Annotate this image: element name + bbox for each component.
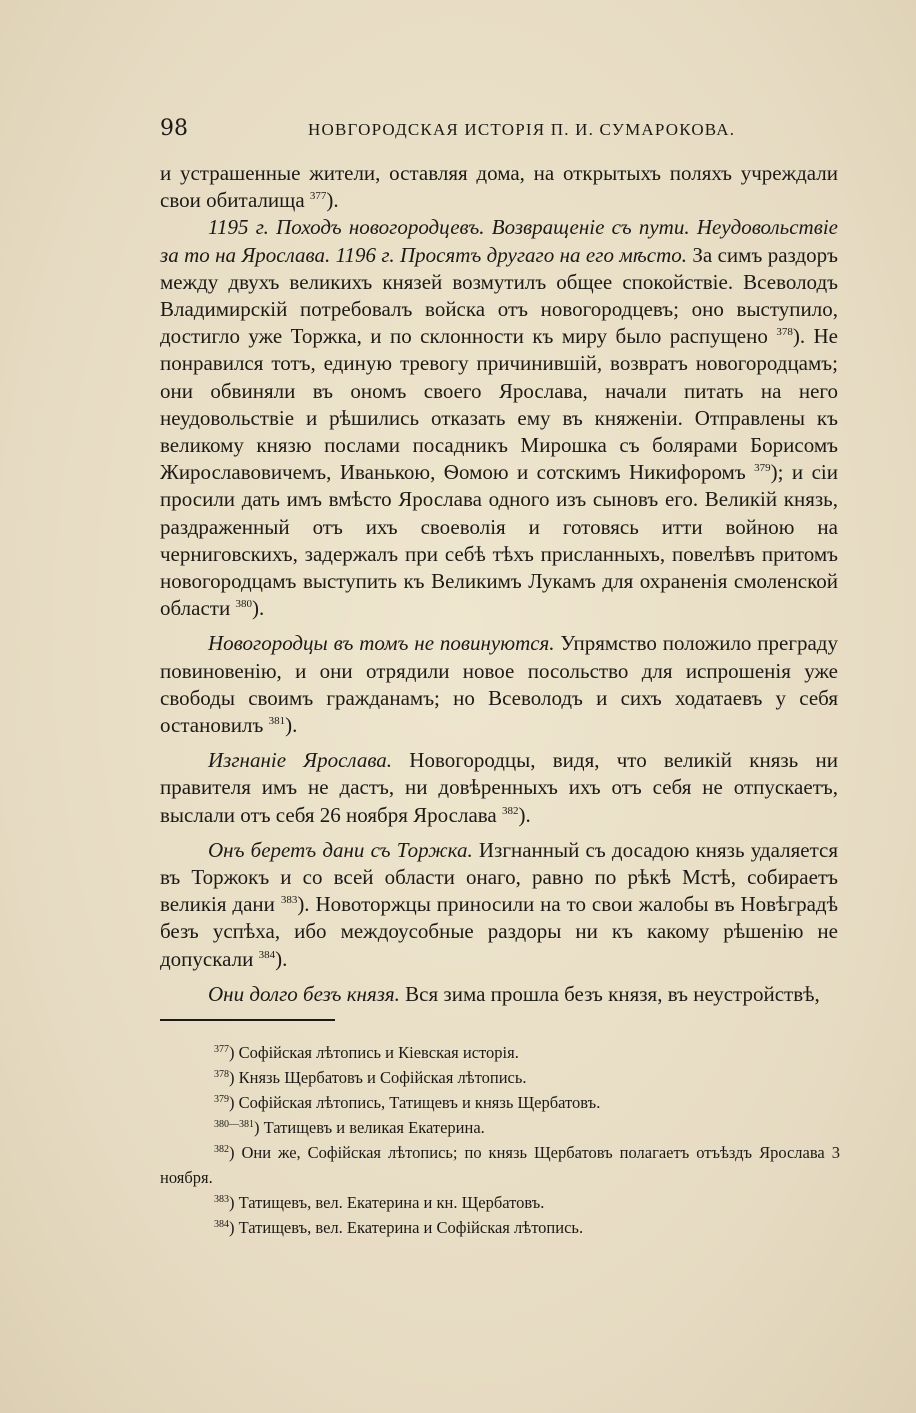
paragraph-text: ). Не понравился тотъ, единую тревогу причинившій, возвратъ новогородцамъ; они обвиняли въ ономъ своего Ярослава, начали питать на него неудовольствіе и рѣшились отказать ему въ княженіи. Отправлены къ великому князю послами посадникъ Мирошка съ болярами Борисомъ Жирославовичемъ, Иванькою, Ѳомою и сотскимъ Никифоромъ [160, 324, 839, 485]
footnote-ref[interactable]: 382 [501, 804, 519, 817]
footnote-ref[interactable]: 380 [235, 598, 252, 611]
paragraph-text: ). [275, 946, 288, 971]
footnote-ref[interactable]: 379 [754, 462, 771, 475]
footnote-ref[interactable]: 384 [258, 948, 276, 961]
footnote-text: ) Они же, Софійская лѣтопись; по князь Щербатовъ полагаетъ отъѣздъ Ярослава 3 ноября. [160, 1143, 840, 1187]
running-title: НОВГОРОДСКАЯ ИСТОРІЯ П. И. СУМАРОКОВА. [308, 120, 736, 139]
footnote [160, 1215, 840, 1240]
footnote-text: ) Князь Щербатовъ и Софійская лѣтопись. [229, 1068, 527, 1087]
footnote [160, 1115, 840, 1140]
page-header [160, 116, 838, 146]
footnote-number: 379 [214, 1094, 229, 1105]
page-number: 98 [160, 116, 188, 141]
section-heading: Новогородцы въ томъ не повинуются. [208, 631, 555, 656]
footnote [160, 1065, 840, 1090]
footnotes [160, 1040, 840, 1240]
paragraph-text: Изгнанный съ досадою князь удаляется въ Торжокъ и со всей области онаго, равно по рѣкѣ Мстѣ, собираетъ великія дани [160, 837, 838, 917]
paragraph [160, 747, 838, 829]
footnote-text: ) Татищевъ и великая Екатерина. [254, 1118, 485, 1137]
footnote [160, 1090, 840, 1115]
paragraph [160, 214, 838, 622]
footnote-ref[interactable]: 378 [776, 326, 793, 339]
paragraph-text: Упрямство положило преграду повиновенію, и они отрядили новое посольство для испрошенія уже свободы своимъ гражданамъ; но Всеволодъ и сихъ ходатаевъ у себя остановилъ [160, 631, 838, 738]
paragraph [160, 981, 838, 1008]
footnote-text: ) Татищевъ, вел. Екатерина и кн. Щербатовъ. [229, 1193, 545, 1212]
section-heading: 1195 г. Походъ новогородцевъ. Возвращеніе съ пути. Неудовольствіе за то на Ярослава. 1196 г. Просятъ другаго на его мѣсто. [160, 215, 838, 267]
footnote-number: 377 [214, 1044, 229, 1055]
footnote-text: ) Татищевъ, вел. Екатерина и Софійская лѣтопись. [229, 1218, 584, 1237]
section-heading: Они долго безъ князя. [208, 981, 400, 1006]
main-text [160, 160, 838, 1008]
footnote-ref[interactable]: 377 [309, 190, 327, 203]
footnote-divider [160, 1019, 335, 1021]
paragraph-text: За симъ раздоръ между двухъ великихъ князей возмутилъ общее спокойствіе. Всеволодъ Владимирскій потребовалъ войска отъ новогородцевъ; оно выступило, достигло уже Торжка, и по склонности къ миру было распущено [160, 242, 838, 349]
paragraph-text: ). [518, 802, 531, 827]
footnote-number: 384 [214, 1219, 229, 1230]
paragraph-text: ). [326, 188, 339, 213]
section-heading: Онъ беретъ дани съ Торжка. [208, 837, 473, 862]
paragraph-text: и устрашенные жители, оставляя дома, на открытыхъ поляхъ учреждали свои обиталища [160, 161, 838, 213]
paragraph [160, 630, 838, 739]
footnote-ref[interactable]: 383 [280, 894, 298, 907]
paragraph-text: ). [285, 713, 298, 738]
footnote [160, 1040, 840, 1065]
footnote-number: 380—381 [214, 1119, 254, 1130]
footnote-ref[interactable]: 381 [268, 715, 286, 728]
footnote-number: 378 [214, 1069, 229, 1080]
section-heading: Изгнаніе Ярослава. [208, 748, 393, 773]
paragraph-text: Новогородцы, видя, что великій князь ни правителя имъ не дастъ, ни довѣренныхъ ихъ отъ себя не отпускаетъ, выслали отъ себя 26 ноября Ярослава [160, 748, 838, 827]
footnote-number: 382 [214, 1144, 229, 1155]
paragraph-text: ); и сіи просили дать имъ вмѣсто Ярослава одного изъ сыновъ его. Великій князь, раздраженный отъ ихъ своеволія и готовясь итти войною на черниговскихъ, задержалъ при себѣ тѣхъ присланныхъ, повелѣвъ притомъ новогородцамъ выступить къ Великимъ Лукамъ для охраненія смоленской области [160, 460, 838, 621]
paragraph-text: ). [251, 596, 265, 621]
footnote [160, 1140, 840, 1190]
paragraph-text: ). Новоторжцы приносили на то свои жалобы въ Новѣградѣ безъ успѣха, ибо междоусобные раздоры ни къ какому рѣшенію не допускали [160, 892, 838, 971]
footnote-number: 383 [214, 1194, 229, 1205]
footnote-text: ) Софійская лѣтопись, Татищевъ и князь Щербатовъ. [229, 1093, 601, 1112]
footnote [160, 1190, 840, 1215]
footnote-text: ) Софійская лѣтопись и Кіевская исторія. [229, 1043, 519, 1062]
paragraph-text: Вся зима прошла безъ князя, въ неустройствѣ, [399, 981, 820, 1006]
paragraph [160, 837, 838, 973]
paragraph [160, 160, 838, 214]
